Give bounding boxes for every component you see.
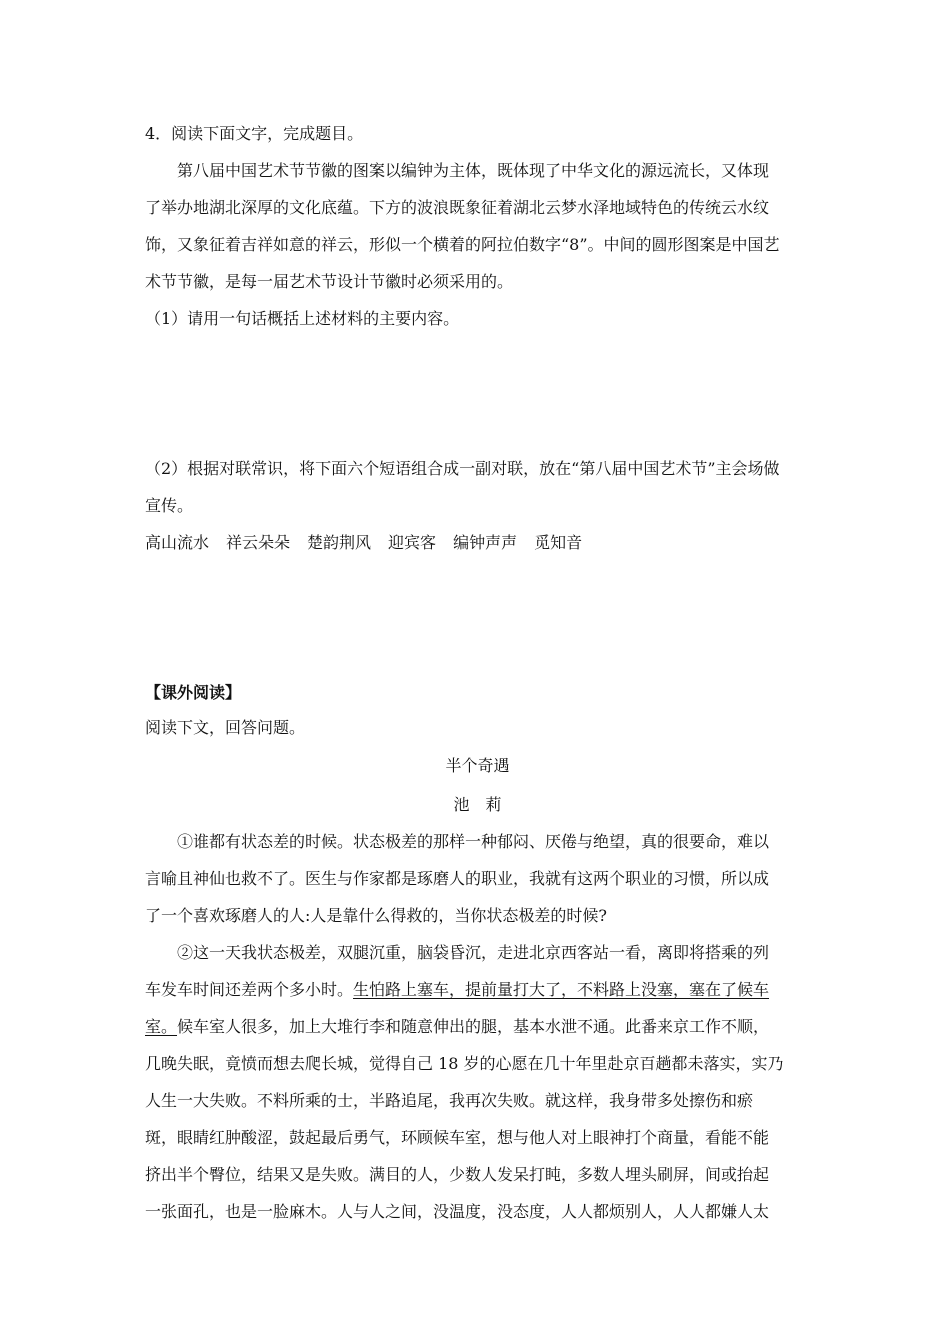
article-title: 半个奇遇 xyxy=(445,756,510,775)
passage-line: 饰，又象征着吉祥如意的祥云，形似一个横着的阿拉伯数字“8”。中间的圆形图案是中国艺 xyxy=(145,235,780,254)
paragraph-1-line: ①谁都有状态差的时候。状态极差的那样一种郁闷、厌倦与绝望，真的很要命，难以 xyxy=(177,832,770,851)
reading-instruction: 阅读下文，回答问题。 xyxy=(145,718,306,737)
paragraph-2-line: 几晚失眠，竟愤而想去爬长城，觉得自己 18 岁的心愿在几十年里赴京百趟都未落实，实乃 xyxy=(145,1054,784,1073)
phrase-item: 迎宾客 xyxy=(388,533,437,552)
plain-text: 车发车时间还差两个多小时。 xyxy=(145,980,354,999)
phrase-item: 楚韵荆风 xyxy=(307,533,372,552)
sub-question-2: （2）根据对联常识，将下面六个短语组合成一副对联，放在“第八届中国艺术节”主会场做 xyxy=(145,459,780,478)
paragraph-2-line: 挤出半个臀位，结果又是失败。满目的人，少数人发呆打盹，多数人埋头刷屏，间或抬起 xyxy=(145,1165,770,1184)
phrase-item: 编钟声声 xyxy=(453,533,518,552)
paragraph-2-line: 人生一大失败。不料所乘的士，半路追尾，我再次失败。就这样，我身带多处擦伤和瘀 xyxy=(145,1091,754,1110)
underlined-sentence: 室。 xyxy=(145,1017,178,1036)
sub-question-2-cont: 宣传。 xyxy=(145,496,194,515)
phrase-item: 高山流水 xyxy=(145,533,210,552)
article-author: 池 莉 xyxy=(453,795,502,814)
paragraph-2-line: 斑，眼睛红肿酸涩，鼓起最后勇气，环顾候车室，想与他人对上眼神打个商量，看能不能 xyxy=(145,1128,770,1147)
passage-line: 第八届中国艺术节节徽的图案以编钟为主体，既体现了中华文化的源远流长，又体现 xyxy=(177,161,770,180)
phrase-list xyxy=(145,532,810,554)
sub-question-1: （1）请用一句话概括上述材料的主要内容。 xyxy=(145,309,460,328)
paragraph-2-line xyxy=(145,1016,810,1038)
paragraph-2-line: 一张面孔，也是一脸麻木。人与人之间，没温度，没态度，人人都烦别人，人人都嫌人太 xyxy=(145,1202,770,1221)
paragraph-2-line xyxy=(145,979,810,1001)
phrase-item: 祥云朵朵 xyxy=(226,533,291,552)
question-4-heading: 4．阅读下面文字，完成题目。 xyxy=(145,124,364,143)
phrase-item: 觅知音 xyxy=(534,533,583,552)
paragraph-1-line: 了一个喜欢琢磨人的人:人是靠什么得救的，当你状态极差的时候? xyxy=(145,906,607,925)
paragraph-1-line: 言喻且神仙也救不了。医生与作家都是琢磨人的职业，我就有这两个职业的习惯，所以成 xyxy=(145,869,770,888)
passage-line: 了举办地湖北深厚的文化底蕴。下方的波浪既象征着湖北云梦水泽地域特色的传统云水纹 xyxy=(145,198,770,217)
plain-text: 候车室人很多，加上大堆行李和随意伸出的腿，基本水泄不通。此番来京工作不顺， xyxy=(177,1017,770,1036)
paragraph-2-line: ②这一天我状态极差，双腿沉重，脑袋昏沉，走进北京西客站一看，离即将搭乘的列 xyxy=(177,943,770,962)
passage-line: 术节节徽，是每一届艺术节设计节徽时必须采用的。 xyxy=(145,272,514,291)
underlined-sentence: 生怕路上塞车，提前量打大了，不料路上没塞，塞在了候车 xyxy=(353,980,770,999)
section-title: 【课外阅读】 xyxy=(145,683,242,702)
